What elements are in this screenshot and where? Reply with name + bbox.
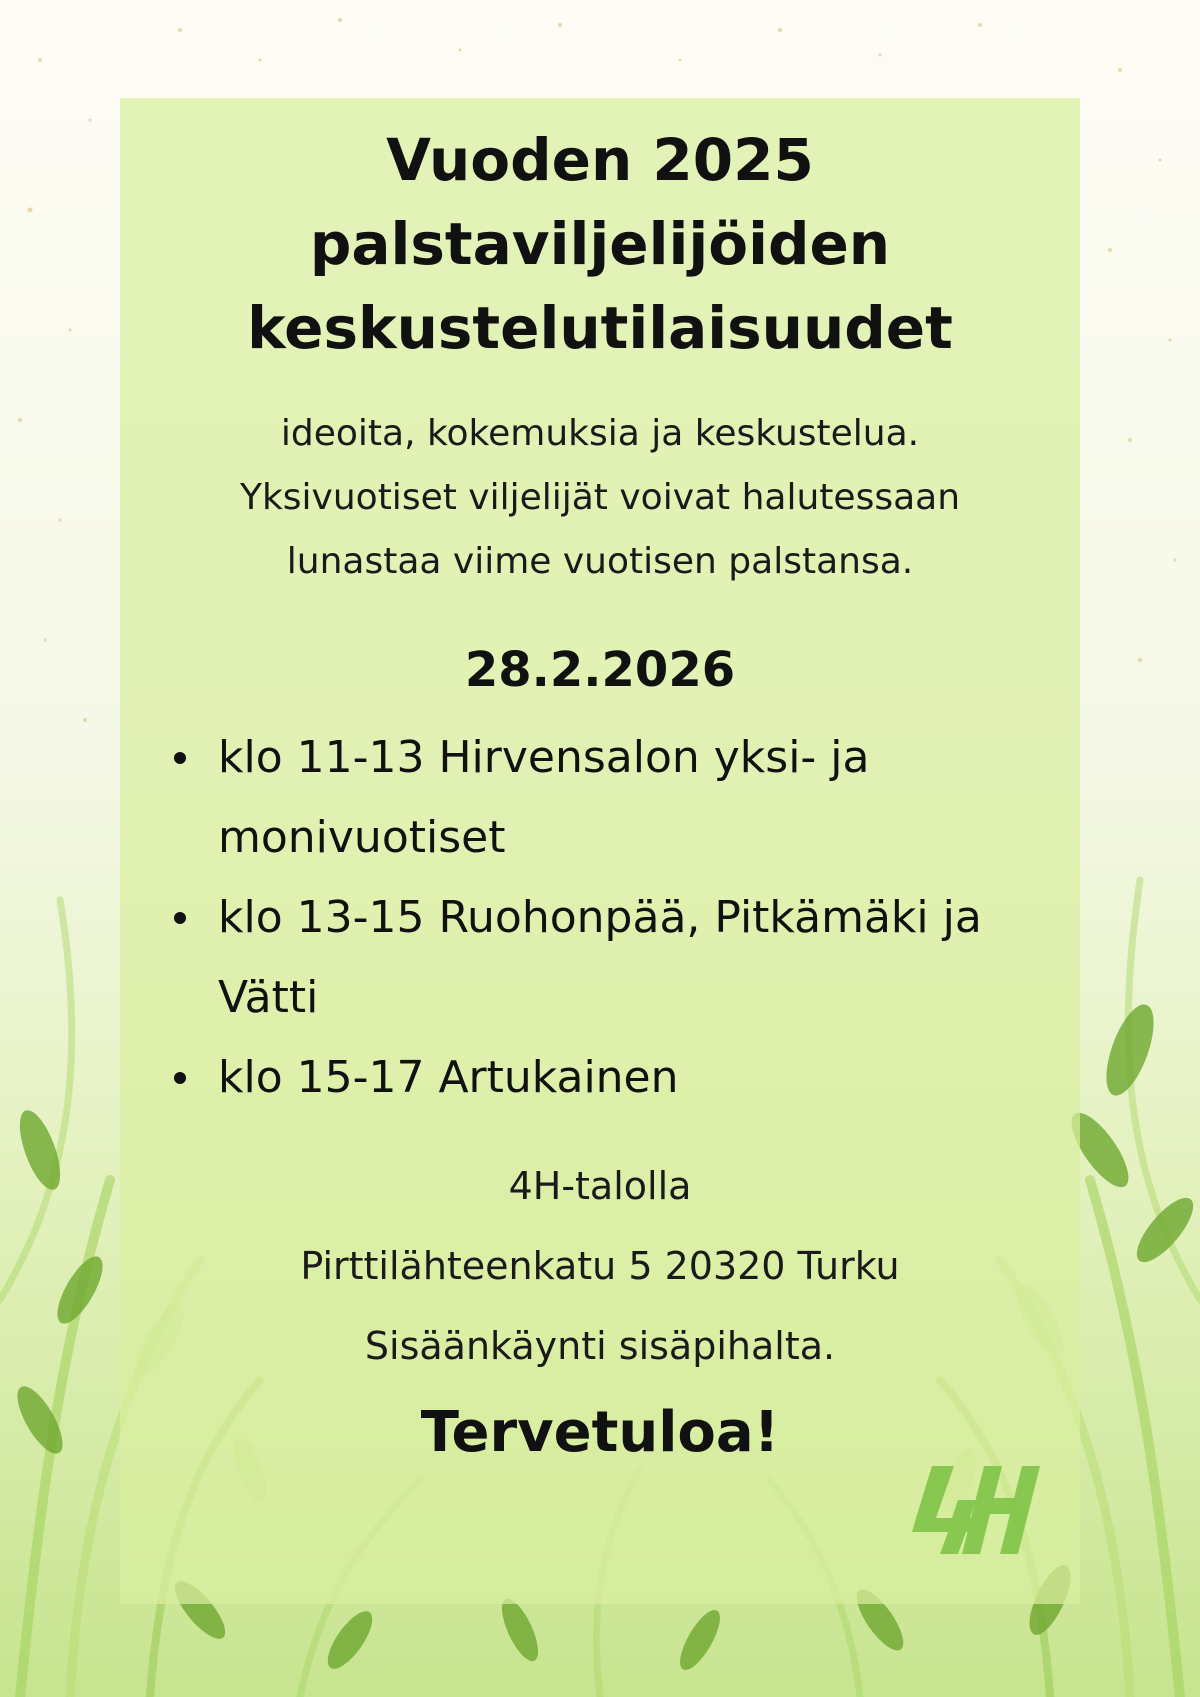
session-continuation: monivuotiset bbox=[218, 812, 506, 863]
event-date: 28.2.2026 bbox=[464, 642, 736, 698]
4h-logo bbox=[902, 1462, 1042, 1558]
street-address: Pirttilähteenkatu 5 20320 Turku bbox=[300, 1244, 900, 1288]
title-line: palstaviljelijöiden bbox=[309, 210, 891, 278]
session-time-and-area: klo 11-13 Hirvensalon yksi- ja bbox=[218, 732, 870, 783]
intro-line: Yksivuotiset viljelijät voivat halutessaan bbox=[239, 477, 961, 518]
welcome-text: Tervetuloa! bbox=[420, 1400, 780, 1465]
intro-text bbox=[0, 402, 1200, 594]
session-list bbox=[168, 718, 1068, 1118]
bullet-dot-icon bbox=[174, 912, 186, 924]
intro-line: lunastaa viime vuotisen palstansa. bbox=[286, 541, 914, 582]
session-item bbox=[168, 878, 1068, 1038]
session-time-and-area: klo 15-17 Artukainen bbox=[218, 1052, 679, 1103]
session-time-and-area: klo 13-15 Ruohonpää, Pitkämäki ja bbox=[218, 892, 982, 943]
page-title bbox=[0, 118, 1200, 370]
entrance-note: Sisäänkäynti sisäpihalta. bbox=[364, 1324, 836, 1368]
session-continuation: Vätti bbox=[218, 972, 319, 1023]
bullet-dot-icon bbox=[174, 1072, 186, 1084]
session-item bbox=[168, 1038, 1068, 1118]
venue-address bbox=[0, 1146, 1200, 1386]
intro-line: ideoita, kokemuksia ja keskustelua. bbox=[280, 413, 920, 454]
venue-name: 4H-talolla bbox=[508, 1164, 692, 1208]
title-line: Vuoden 2025 bbox=[386, 126, 814, 194]
session-item bbox=[168, 718, 1068, 878]
title-line: keskustelutilaisuudet bbox=[247, 294, 953, 362]
bullet-dot-icon bbox=[174, 752, 186, 764]
